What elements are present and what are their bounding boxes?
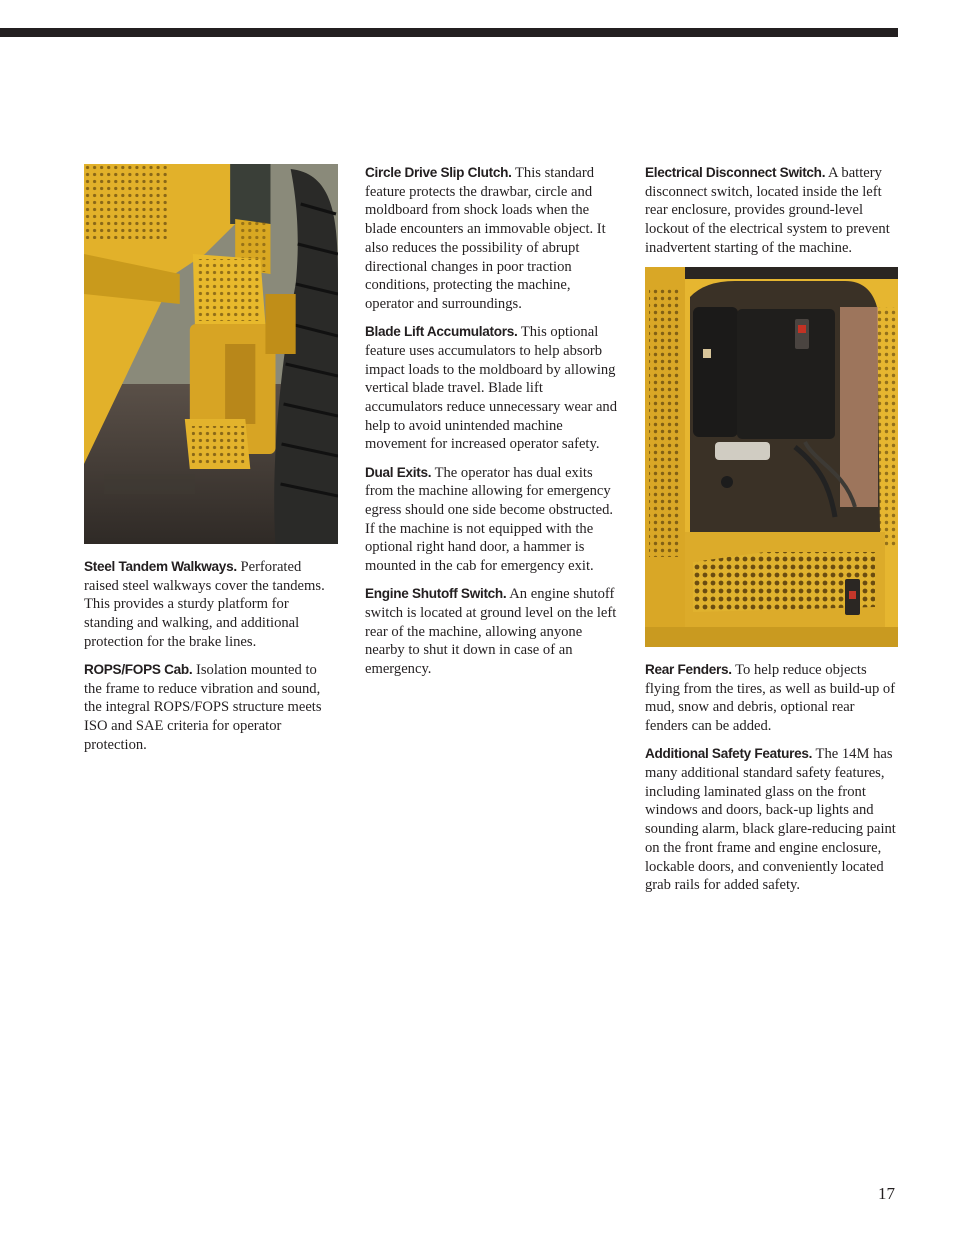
photo-electrical-disconnect-switch bbox=[645, 267, 898, 647]
paragraph-heading: ROPS/FOPS Cab. bbox=[84, 662, 193, 678]
paragraph-blade-lift-accumulators bbox=[365, 323, 619, 454]
paragraph-engine-shutoff-switch bbox=[365, 585, 619, 679]
paragraph-heading: Steel Tandem Walkways. bbox=[84, 559, 237, 574]
paragraph-heading: Blade Lift Accumulators. bbox=[365, 324, 518, 340]
paragraph-body: The operator has dual exits from the machine allowing for emergency egress should one side become obstructed. If the machine is not equipped with the optional right hand door, a hammer is mounted in the cab for emergency exit. bbox=[365, 464, 614, 575]
paragraph-heading: Engine Shutoff Switch. bbox=[365, 586, 507, 602]
photo-steel-tandem-walkways bbox=[84, 164, 338, 544]
paragraph-circle-drive-slip-clutch bbox=[365, 164, 619, 314]
paragraph-steel-tandem-walkways bbox=[84, 558, 338, 652]
paragraph-rops-fops-cab bbox=[84, 661, 338, 755]
column-middle bbox=[365, 164, 619, 688]
paragraph-heading: Additional Safety Features. bbox=[645, 746, 813, 762]
paragraph-body: Isolation mounted to the frame to reduce vibration and sound, the integral ROPS/FOPS structure meets ISO and SAE criteria for operator protection. bbox=[84, 662, 322, 753]
paragraph-body: An engine shutoff switch is located at ground level on the left rear of the machine, allowing anyone nearby to shut it down in case of an emergency. bbox=[365, 586, 617, 678]
paragraph-additional-safety-features bbox=[645, 745, 898, 895]
paragraph-body: This standard feature protects the drawbar, circle and moldboard from shock loads when the blade encounters an immovable object. It also reduces the possibility of abrupt directional changes in poor traction conditions, protecting the machine, operator and surroundings. bbox=[365, 165, 606, 312]
paragraph-heading: Electrical Disconnect Switch. bbox=[645, 165, 826, 180]
paragraph-body: The 14M has many additional standard safety features, including laminated glass on the front windows and doors, back-up lights and sounding alarm, black glare-reducing paint on the front frame and engine enclosure, lockable doors, and conveniently located grab rails for added safety. bbox=[645, 746, 896, 894]
paragraph-rear-fenders bbox=[645, 661, 898, 736]
paragraph-heading: Circle Drive Slip Clutch. bbox=[365, 165, 512, 180]
paragraph-electrical-disconnect-switch bbox=[645, 164, 898, 258]
paragraph-body: This optional feature uses accumulators to help absorb impact loads to the moldboard by allowing vertical blade travel. Blade lift accumulators reduce unnecessary wear and help to avoid unintended machine movement for increased operator safety. bbox=[365, 324, 618, 453]
paragraph-body: To help reduce objects flying from the tires, as well as build-up of mud, snow and debris, optional rear fenders can be added. bbox=[645, 662, 896, 735]
paragraph-heading: Dual Exits. bbox=[365, 464, 432, 480]
paragraph-heading: Rear Fenders. bbox=[645, 662, 732, 678]
page-number: 17 bbox=[878, 1184, 895, 1203]
paragraph-body: A battery disconnect switch, located inside the left rear enclosure, provides ground-level lockout of the electrical system to prevent inadvertent starting of the machine. bbox=[645, 165, 890, 256]
column-right bbox=[645, 164, 898, 904]
paragraph-body: Perforated raised steel walkways cover the tandems. This provides a sturdy platform for standing and walking, and additional protection for the brake lines. bbox=[84, 559, 325, 650]
header-rule bbox=[0, 28, 898, 37]
paragraph-dual-exits bbox=[365, 464, 619, 576]
column-left bbox=[84, 164, 338, 764]
